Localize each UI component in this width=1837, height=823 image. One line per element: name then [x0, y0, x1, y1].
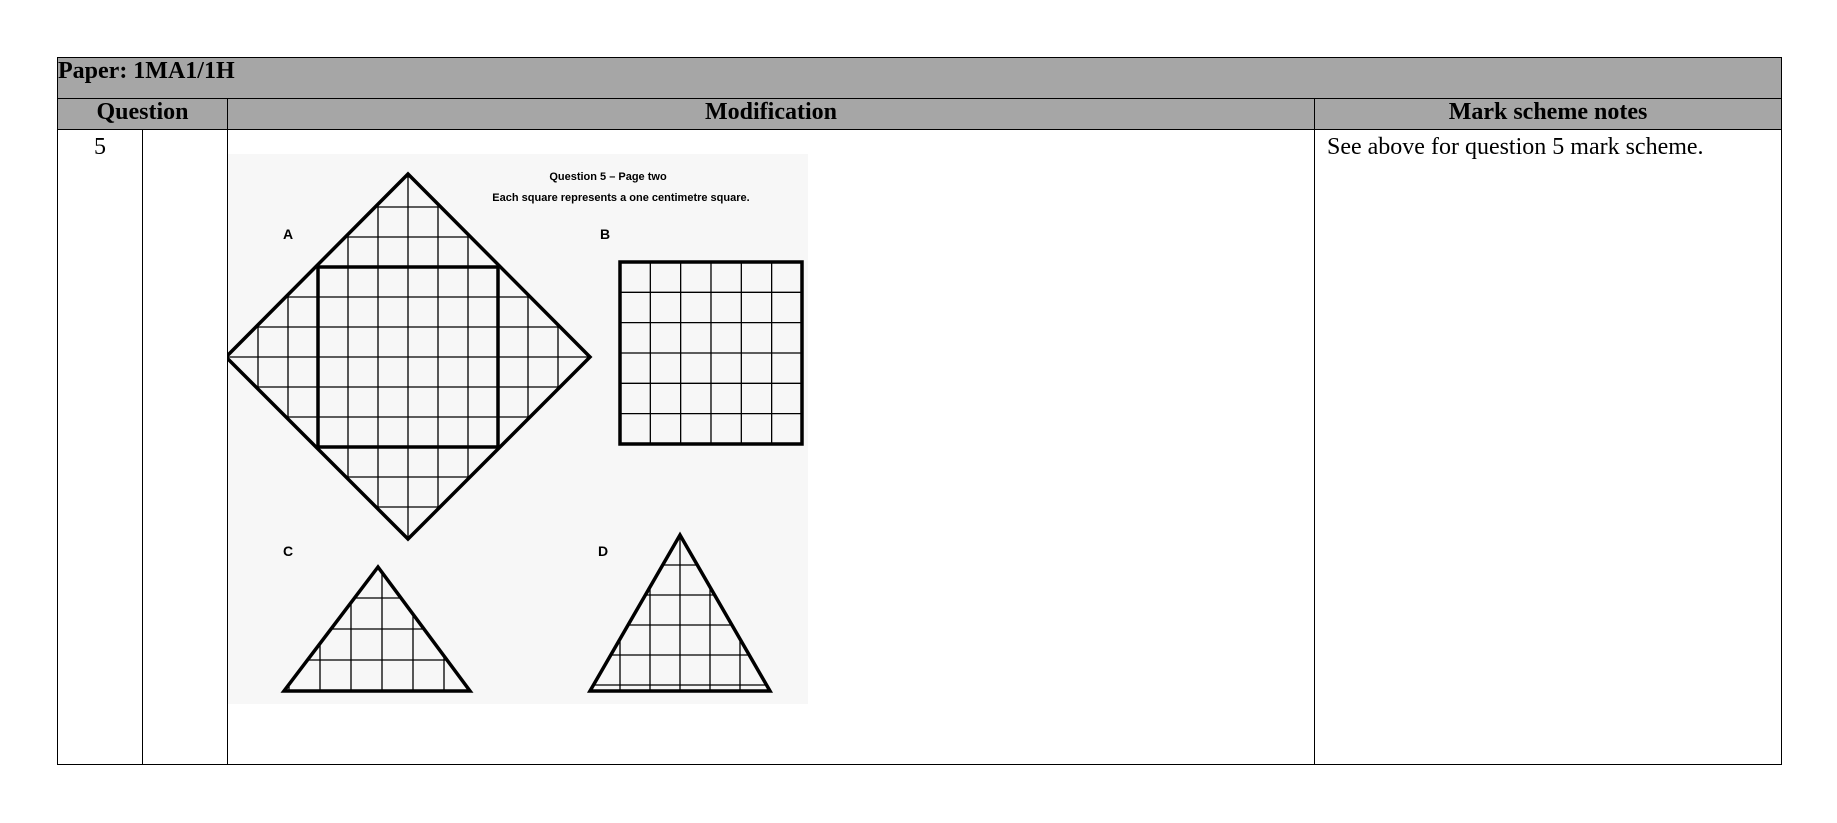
notes-header: Mark scheme notes	[1315, 99, 1782, 130]
question-number: 5	[58, 130, 143, 765]
question-5-figure	[228, 154, 808, 714]
figure-title: Question 5 – Page two	[549, 171, 667, 183]
paper-title: Paper: 1MA1/1H	[58, 58, 1782, 99]
label-a: A	[283, 226, 294, 242]
grid-shapes-diagram	[228, 154, 808, 714]
mark-scheme-sheet	[57, 57, 1781, 765]
label-b: B	[600, 226, 611, 242]
question-subpart	[143, 130, 228, 765]
label-d: D	[598, 543, 609, 559]
modification-header: Modification	[228, 99, 1315, 130]
question-header: Question	[58, 99, 228, 130]
mark-scheme-table	[57, 57, 1782, 765]
notes-cell: See above for question 5 mark scheme.	[1315, 130, 1782, 765]
label-c: C	[283, 543, 294, 559]
figure-subtitle: Each square represents a one centimetre square.	[492, 192, 750, 204]
modification-cell	[228, 130, 1315, 765]
